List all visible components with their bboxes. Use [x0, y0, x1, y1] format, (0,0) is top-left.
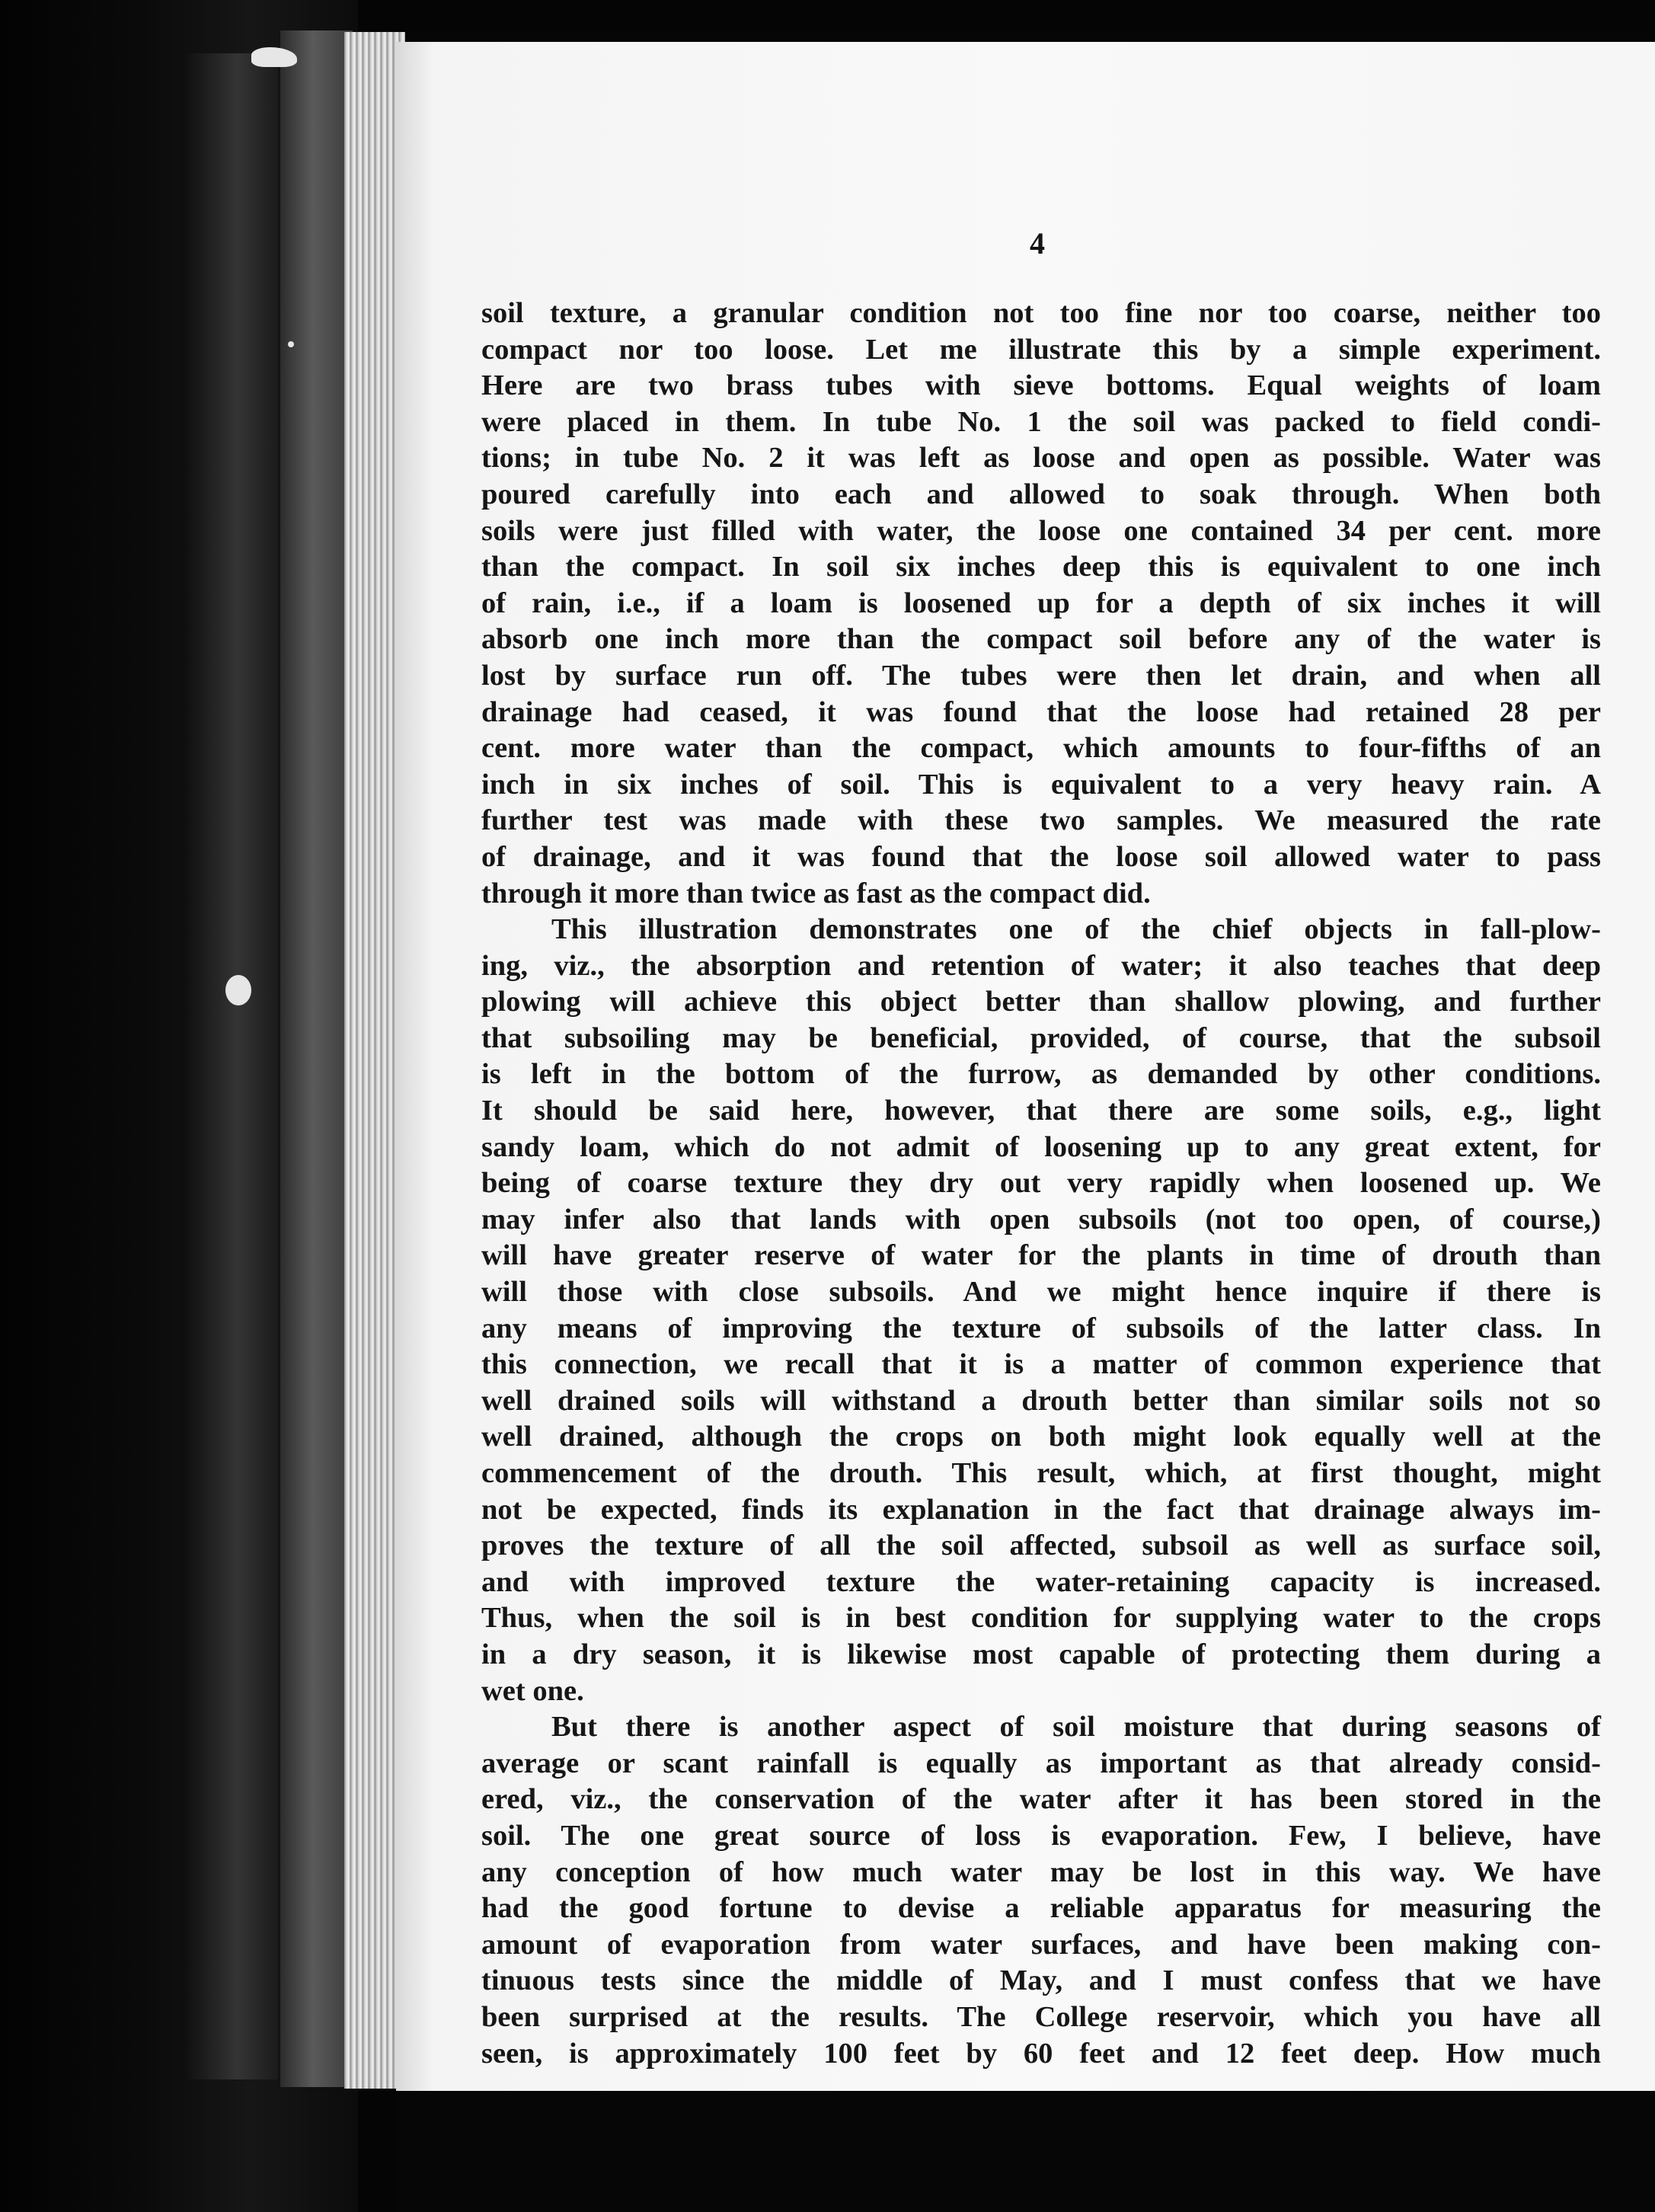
text-line: ing, viz., the absorption and retention of water; it also teaches that deep — [481, 949, 1601, 982]
text-line: It should be said here, however, that there are some soils, e.g., light — [481, 1095, 1601, 1127]
text-line: will have greater reserve of water for the plants in time of drouth than — [481, 1239, 1601, 1272]
binding-speck — [288, 341, 294, 347]
text-line: soil. The one great source of loss is evaporation. Few, I believe, have — [481, 1819, 1601, 1852]
text-line: Thus, when the soil is in best condition for supplying water to the crops — [481, 1602, 1601, 1635]
text-line: well drained, although the crops on both might look equally well at the — [481, 1421, 1601, 1453]
text-line: further test was made with these two samples. We measured the rate — [481, 804, 1601, 837]
text-line: plowing will achieve this object better than shallow plowing, and further — [481, 986, 1601, 1018]
text-line: been surprised at the results. The College reservoir, which you have all — [481, 2000, 1601, 2033]
text-line: cent. more water than the compact, which amounts to four-fifths of an — [481, 732, 1601, 765]
text-line: had the good fortune to devise a reliable apparatus for measuring the — [481, 1892, 1601, 1925]
text-line: proves the texture of all the soil affected, subsoil as well as surface soil, — [481, 1530, 1601, 1562]
text-line: seen, is approximately 100 feet by 60 feet and 12 feet deep. How much — [481, 2037, 1601, 2070]
text-line: any conception of how much water may be lost in this way. We have — [481, 1856, 1601, 1888]
text-line: amount of evaporation from water surfaces, and have been making con- — [481, 1928, 1601, 1961]
text-line: being of coarse texture they dry out very rapidly when loosened up. We — [481, 1167, 1601, 1200]
page-number: 4 — [1030, 226, 1045, 261]
binding-speck — [225, 975, 251, 1005]
text-line: poured carefully into each and allowed to soak through. When both — [481, 478, 1601, 510]
text-line: this connection, we recall that it is a matter of common experience that — [481, 1348, 1601, 1381]
text-line: ered, viz., the conservation of the water after it has been stored in the — [481, 1783, 1601, 1816]
text-line: average or scant rainfall is equally as important as that already consid- — [481, 1747, 1601, 1779]
text-line: of drainage, and it was found that the loose soil allowed water to pass — [481, 840, 1601, 873]
text-line: were placed in them. In tube No. 1 the soil was packed to field condi- — [481, 405, 1601, 438]
text-line: and with improved texture the water-retaining capacity is increased. — [481, 1565, 1601, 1598]
text-line: will those with close subsoils. And we might hence inquire if there is — [481, 1276, 1601, 1309]
text-line: soil texture, a granular condition not too fine nor too coarse, neither too — [481, 297, 1601, 329]
text-line: tinuous tests since the middle of May, and I must confess that we have — [481, 1964, 1601, 1997]
text-line: is left in the bottom of the furrow, as demanded by other conditions. — [481, 1058, 1601, 1091]
text-line: commencement of the drouth. This result, which, at first thought, might — [481, 1457, 1601, 1489]
text-line: any means of improving the texture of subsoils of the latter class. In — [481, 1312, 1601, 1344]
text-line: wet one. — [481, 1674, 584, 1707]
text-line: soils were just filled with water, the loose one contained 34 per cent. more — [481, 514, 1601, 547]
text-line: Here are two brass tubes with sieve bottoms. Equal weights of loam — [481, 369, 1601, 402]
text-line: sandy loam, which do not admit of loosening up to any great extent, for — [481, 1130, 1601, 1163]
text-line: absorb one inch more than the compact soil before any of the water is — [481, 623, 1601, 656]
binding-edge — [280, 30, 353, 2087]
text-line: inch in six inches of soil. This is equivalent to a very heavy rain. A — [481, 768, 1601, 801]
text-line: of rain, i.e., if a loam is loosened up for a depth of six inches it will — [481, 587, 1601, 619]
text-line: not be expected, finds its explanation in the fact that drainage always im- — [481, 1493, 1601, 1526]
page-body-text — [481, 296, 1601, 2072]
text-line: through it more than twice as fast as the compact did. — [481, 877, 1151, 909]
text-line: in a dry season, it is likewise most capable of protecting them during a — [481, 1638, 1601, 1670]
text-line: tions; in tube No. 2 it was left as loose and open as possible. Water was — [481, 442, 1601, 475]
paragraph-first-line: This illustration demonstrates one of the chief objects in fall-plow- — [551, 913, 1601, 946]
text-line: well drained soils will withstand a drouth better than similar soils not so — [481, 1384, 1601, 1417]
paragraph-first-line: But there is another aspect of soil moisture that during seasons of — [551, 1711, 1601, 1744]
binding-band — [187, 53, 278, 2079]
text-line: drainage had ceased, it was found that the loose had retained 28 per — [481, 695, 1601, 728]
text-line: may infer also that lands with open subsoils (not too open, of course,) — [481, 1203, 1601, 1235]
text-line: compact nor too loose. Let me illustrate this by a simple experiment. — [481, 333, 1601, 366]
text-line: that subsoiling may be beneficial, provided, of course, that the subsoil — [481, 1021, 1601, 1054]
page-bottom-shadow — [396, 2091, 1655, 2212]
text-line: lost by surface run off. The tubes were then let drain, and when all — [481, 659, 1601, 692]
text-line: than the compact. In soil six inches deep this is equivalent to one inch — [481, 551, 1601, 583]
